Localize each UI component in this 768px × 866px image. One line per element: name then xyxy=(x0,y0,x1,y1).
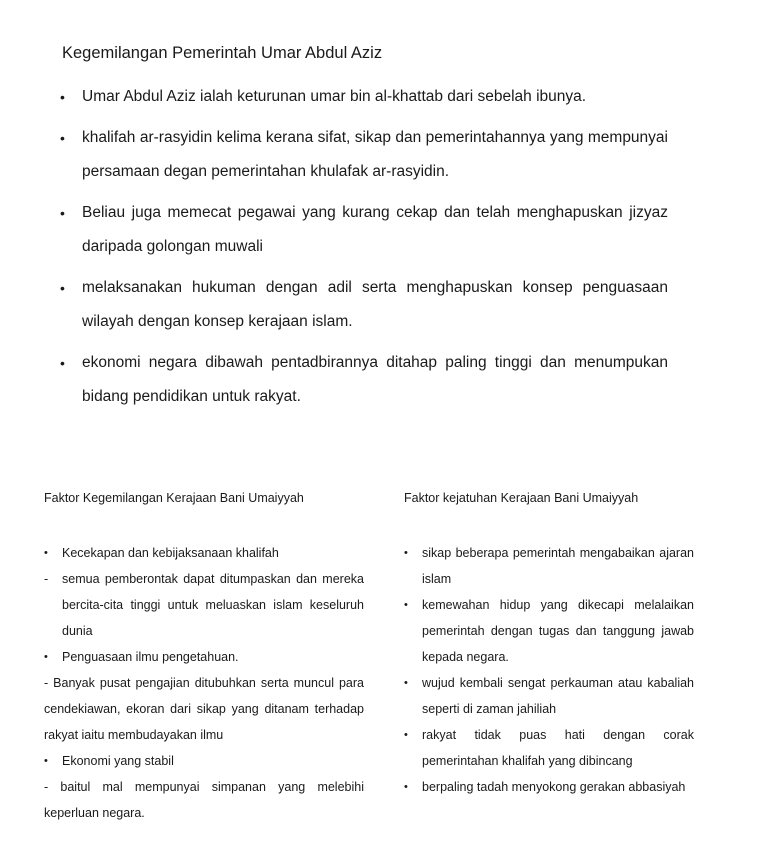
bullet-icon: • xyxy=(404,781,408,793)
bullet-icon: • xyxy=(60,89,65,105)
list-item-text: khalifah ar-rasyidin kelima kerana sifat, sikap dan pemerintahannya yang mempunyai persamaan degan pemerintahan khulafak ar-rasyidin. xyxy=(82,129,668,180)
left-column xyxy=(44,488,364,826)
list-item-text: rakyat tidak puas hati dengan corak pemerintahan khalifah yang dibincang xyxy=(422,728,694,768)
bullet-icon: • xyxy=(404,547,408,559)
list-item xyxy=(404,592,694,670)
list-item-text: ekonomi negara dibawah pentadbirannya ditahap paling tinggi dan menumpukan bidang pendidikan untuk rakyat. xyxy=(82,354,668,405)
list-item xyxy=(404,774,694,800)
list-item-text: - Banyak pusat pengajian ditubuhkan serta muncul para cendekiawan, ekoran dari sikap yang ditanam terhadap rakyat iaitu membudayakan ilmu xyxy=(44,676,364,742)
left-column-list xyxy=(44,540,364,826)
list-item-text: - baitul mal mempunyai simpanan yang melebihi keperluan negara. xyxy=(44,780,364,820)
list-item xyxy=(60,346,668,414)
right-column-list xyxy=(404,540,694,800)
list-item xyxy=(44,644,364,670)
list-item-text: kemewahan hidup yang dikecapi melalaikan pemerintah dengan tugas dan tanggung jawab kepada negara. xyxy=(422,598,694,664)
bullet-icon: • xyxy=(404,677,408,689)
bullet-icon: • xyxy=(44,755,48,767)
list-item xyxy=(60,196,668,264)
bullet-icon: • xyxy=(60,280,65,296)
bullet-icon: • xyxy=(44,651,48,663)
list-item xyxy=(44,774,364,826)
right-column xyxy=(404,488,694,800)
list-item xyxy=(60,80,668,114)
list-item-text: Beliau juga memecat pegawai yang kurang cekap dan telah menghapuskan jizyaz daripada golongan muwali xyxy=(82,204,668,255)
list-item-text: berpaling tadah menyokong gerakan abbasiyah xyxy=(422,780,686,794)
list-item xyxy=(44,670,364,748)
left-column-title: Faktor Kegemilangan Kerajaan Bani Umaiyyah xyxy=(44,491,304,505)
list-item-text: semua pemberontak dapat ditumpaskan dan mereka bercita-cita tinggi untuk meluaskan islam keseluruh dunia xyxy=(62,572,364,638)
bullet-icon: • xyxy=(44,547,48,559)
list-item xyxy=(44,566,364,644)
page-title: Kegemilangan Pemerintah Umar Abdul Aziz xyxy=(62,44,383,62)
dash-icon: - xyxy=(44,572,49,586)
list-item xyxy=(60,121,668,189)
bullet-icon: • xyxy=(60,130,65,146)
bullet-icon: • xyxy=(404,729,408,741)
list-item xyxy=(404,722,694,774)
main-points-list xyxy=(60,80,668,421)
list-item-text: wujud kembali sengat perkauman atau kabaliah seperti di zaman jahiliah xyxy=(422,676,694,716)
list-item-text: melaksanakan hukuman dengan adil serta menghapuskan konsep penguasaan wilayah dengan konsep kerajaan islam. xyxy=(82,279,668,330)
list-item xyxy=(404,540,694,592)
right-column-title: Faktor kejatuhan Kerajaan Bani Umaiyyah xyxy=(404,491,639,505)
bullet-icon: • xyxy=(60,355,65,371)
list-item xyxy=(44,748,364,774)
bullet-icon: • xyxy=(404,599,408,611)
list-item-text: Umar Abdul Aziz ialah keturunan umar bin al-khattab dari sebelah ibunya. xyxy=(82,88,587,105)
list-item-text: Ekonomi yang stabil xyxy=(62,754,174,768)
list-item-text: Penguasaan ilmu pengetahuan. xyxy=(62,650,239,664)
list-item xyxy=(60,271,668,339)
list-item-text: Kecekapan dan kebijaksanaan khalifah xyxy=(62,546,279,560)
list-item xyxy=(404,670,694,722)
list-item-text: sikap beberapa pemerintah mengabaikan ajaran islam xyxy=(422,546,694,586)
list-item xyxy=(44,540,364,566)
bullet-icon: • xyxy=(60,205,65,221)
